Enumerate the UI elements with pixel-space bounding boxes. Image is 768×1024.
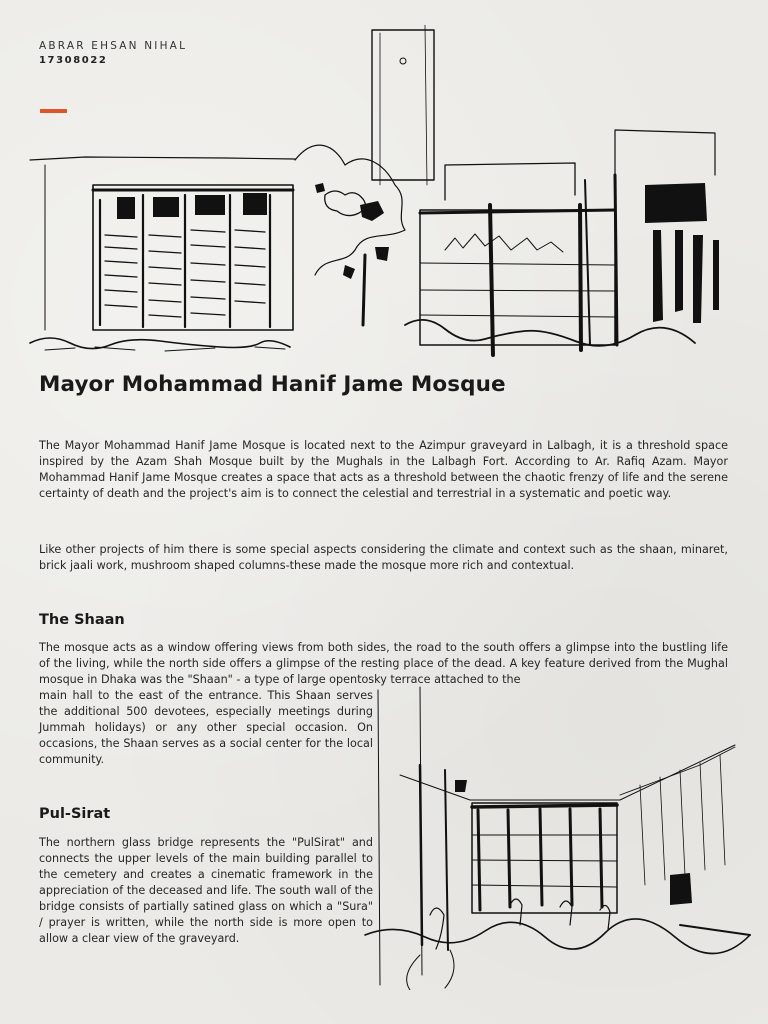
page-title: Mayor Mohammad Hanif Jame Mosque [39,372,506,397]
glass-bridge-sketch [360,685,755,990]
intro-paragraph-1: The Mayor Mohammad Hanif Jame Mosque is located next to the Azimpur graveyard in Lalbagh, it is a threshold space inspired by the Azam Shah Mosque built by the Mughals in the Lalbagh Fort. According to Ar. Rafiq Azam. Mayor Mohammad Hanif Jame Mosque creates a space that acts as a threshold between the chaotic frenzy of life and the serene certainty of death and the project's aim is to connect the celestial and terrestrial in a systematic and poetic way. [39,439,728,500]
shaan-paragraph-narrow: main hall to the east of the entrance. This Shaan serves the additional 500 devotees, especially meetings during Jummah holidays) or any other special occasion. On occasions, the Shaan serves as a social center for the local community. [39,689,373,766]
intro-paragraph-2: Like other projects of him there is some special aspects considering the climate and context such as the shaan, minaret, brick jaali work, mushroom shaped columns-these made the mosque more rich and contextual. [39,543,728,572]
section-heading-shaan: The Shaan [39,612,125,628]
mosque-facade-sketch [25,25,737,360]
shaan-paragraph-full: The mosque acts as a window offering views from both sides, the road to the south offers a glimpse into the bustling life of the living, while the north side offers a glimpse of the resting place of the dead. A key feature derived from the Mughal mosque in Dhaka was the "Shaan" - a type of large opentosky terrace attached to the [39,641,728,686]
author-name: ABRAR EHSAN NIHAL [39,40,188,52]
pulsirat-paragraph: The northern glass bridge represents the "PulSirat" and connects the upper levels of the main building parallel to the cemetery and creates a cinematic framework in the appreciation of the deceased and life. The south wall of the bridge consists of partially satined glass on which a "Sura" / prayer is written, while the north side is more open to allow a clear view of the graveyard. [39,836,373,945]
student-id: 17308022 [39,55,108,66]
section-heading-pulsirat: Pul-Sirat [39,806,111,822]
